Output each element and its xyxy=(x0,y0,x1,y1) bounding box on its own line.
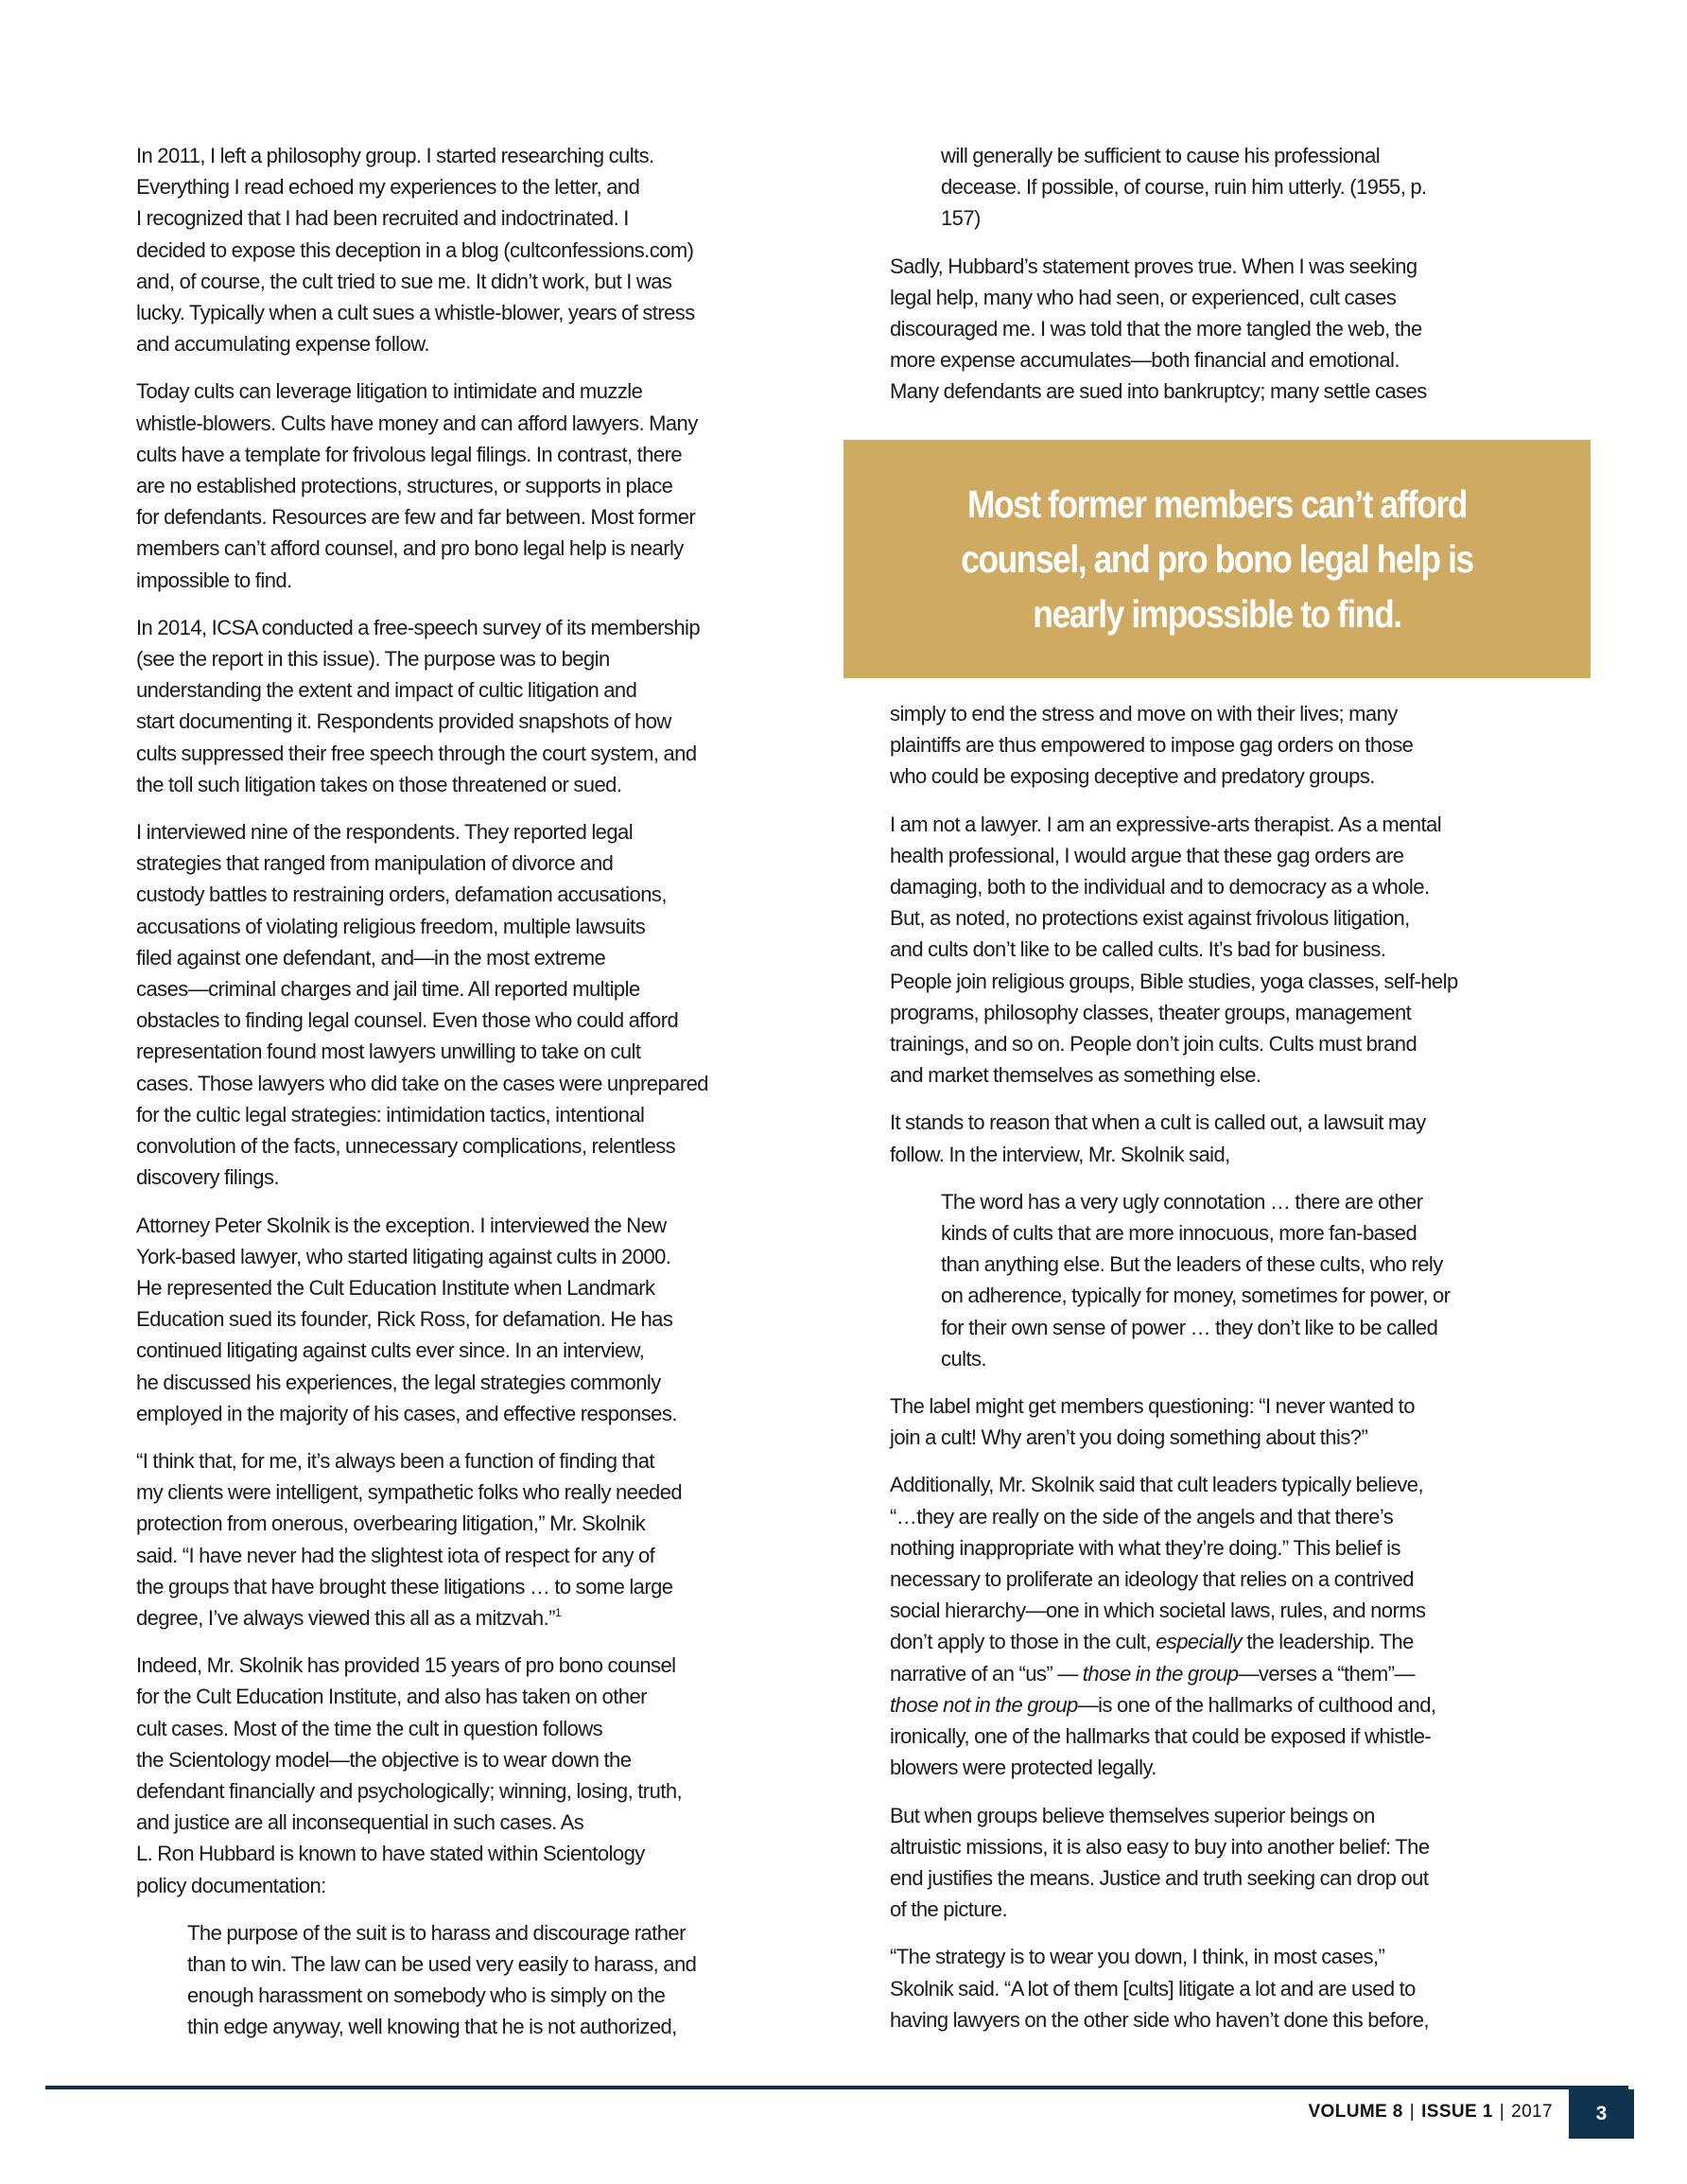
right-column-upper xyxy=(890,140,1580,424)
text-line: York-based lawyer, who started litigating against cults in 2000. xyxy=(136,1244,671,1268)
volume-label: VOLUME 8 xyxy=(1308,2102,1403,2122)
year-label: 2017 xyxy=(1511,2102,1553,2122)
footnote-marker[interactable]: 1 xyxy=(554,1605,562,1619)
text-line: and cults don’t like to be called cults. It’s bad for business. xyxy=(890,937,1386,962)
text-line: my clients were intelligent, sympathetic folks who really needed xyxy=(136,1480,683,1505)
text-line: for their own sense of power … they don’t like to be called xyxy=(941,1315,1438,1339)
text-line: and market themselves as something else. xyxy=(890,1063,1261,1088)
page-number: 3 xyxy=(1569,2089,1634,2139)
text-line: cults suppressed their free speech through the court system, and xyxy=(136,741,697,765)
text-fragment: degree, I’ve always viewed this all as a mitzvah.” xyxy=(136,1605,555,1630)
text-line: whistle-blowers. Cults have money and can afford lawyers. Many xyxy=(136,411,698,435)
paragraph-hubbard-true xyxy=(890,251,1580,408)
text-line: the groups that have brought these litigations … to some large xyxy=(136,1574,673,1599)
text-fragment: the leadership. The xyxy=(1242,1630,1414,1654)
emphasis-text: especially xyxy=(1156,1630,1243,1654)
text-line: defendant financially and psychologically; winning, losing, truth, xyxy=(136,1778,683,1803)
text-line: health professional, I would argue that these gag orders are xyxy=(890,843,1404,867)
text-line: altruistic missions, it is also easy to buy into another belief: The xyxy=(890,1834,1430,1859)
text-line: thin edge anyway, well knowing that he is not authorized, xyxy=(187,2015,677,2039)
text-line: cult cases. Most of the time the cult in question follows xyxy=(136,1716,603,1740)
text-line: discovery filings. xyxy=(136,1165,279,1190)
text-line: filed against one defendant, and—in the most extreme xyxy=(136,945,606,970)
text-line: kinds of cults that are more innocuous, more fan-based xyxy=(941,1221,1417,1246)
paragraph-survey xyxy=(136,612,826,800)
pull-quote-box xyxy=(844,440,1591,678)
text-line: of the picture. xyxy=(890,1897,1008,1922)
text-line: strategies that ranged from manipulation of divorce and xyxy=(136,851,614,876)
paragraph-litigation xyxy=(136,376,826,595)
text-line: “…they are really on the side of the angels and that there’s xyxy=(890,1504,1394,1529)
text-line: enough harassment on somebody who is simply on the xyxy=(187,1983,666,2008)
footer-issue-info xyxy=(1308,2102,1553,2123)
text-line: He represented the Cult Education Institute when Landmark xyxy=(136,1275,655,1300)
text-line: blowers were protected legally. xyxy=(890,1756,1157,1780)
text-line: decease. If possible, of course, ruin him utterly. (1955, p. xyxy=(941,175,1427,200)
left-column xyxy=(136,140,826,2059)
text-line: for the Cult Education Institute, and also has taken on other xyxy=(136,1685,647,1709)
text-line: cases. Those lawyers who did take on the cases were unprepared xyxy=(136,1071,708,1095)
text-line: nothing inappropriate with what they’re doing.” This belief is xyxy=(890,1535,1400,1560)
paragraph-label xyxy=(890,1390,1580,1453)
text-line: who could be exposing deceptive and predatory groups. xyxy=(890,764,1375,789)
paragraph-strategy xyxy=(890,1941,1580,2035)
paragraph-lawsuit xyxy=(890,1107,1580,1169)
text-line: legal help, many who had seen, or experienced, cult cases xyxy=(890,285,1397,309)
text-line: “The strategy is to wear you down, I think, in most cases,” xyxy=(890,1945,1385,1969)
text-line: ironically, one of the hallmarks that could be exposed if whistle- xyxy=(890,1724,1432,1749)
text-line: are no established protections, structures, or supports in place xyxy=(136,474,673,498)
text-line: simply to end the stress and move on with their lives; many xyxy=(890,702,1398,725)
emphasis-text: those not in the group xyxy=(890,1692,1078,1717)
text-line: employed in the majority of his cases, and effective responses. xyxy=(136,1401,677,1425)
issue-label: ISSUE 1 xyxy=(1421,2102,1493,2122)
text-line xyxy=(136,1602,826,1634)
text-line: he discussed his experiences, the legal strategies commonly xyxy=(136,1370,661,1394)
text-line: Everything I read echoed my experiences to the letter, and xyxy=(136,175,640,200)
text-line: continued litigating against cults ever since. In an interview, xyxy=(136,1338,645,1363)
text-line xyxy=(890,1626,1580,1657)
text-line: But, as noted, no protections exist against frivolous litigation, xyxy=(890,906,1410,931)
paragraph-intro xyxy=(136,140,826,359)
text-fragment: —is one of the hallmarks of culthood and, xyxy=(1077,1692,1436,1717)
text-line: social hierarchy—one in which societal laws, rules, and norms xyxy=(890,1599,1426,1623)
separator: | xyxy=(1499,2102,1505,2122)
text-line: 157) xyxy=(941,206,981,231)
text-line: The word has a very ugly connotation … there are other xyxy=(941,1189,1423,1214)
text-line: I recognized that I had been recruited and indoctrinated. I xyxy=(136,206,629,231)
text-line: the Scientology model—the objective is to wear down the xyxy=(136,1747,632,1772)
text-line: on adherence, typically for money, sometimes for power, or xyxy=(941,1284,1451,1308)
text-line: It stands to reason that when a cult is called out, a lawsuit may xyxy=(890,1110,1426,1135)
text-line: lucky. Typically when a cult sues a whistle-blower, years of stress xyxy=(136,301,695,325)
text-line: But when groups believe themselves superior beings on xyxy=(890,1803,1375,1827)
text-line: trainings, and so on. People don’t join cults. Cults must brand xyxy=(890,1032,1417,1057)
paragraph-settle xyxy=(890,698,1580,793)
text-line: The purpose of the suit is to harass and discourage rather xyxy=(187,1920,686,1945)
text-line: having lawyers on the other side who haven’t done this before, xyxy=(890,2007,1429,2032)
text-line: said. “I have never had the slightest iota of respect for any of xyxy=(136,1543,655,1567)
text-line: counsel, and pro bono legal help is xyxy=(961,537,1473,581)
text-line: Many defendants are sued into bankruptcy; many settle cases xyxy=(890,379,1427,404)
text-line: People join religious groups, Bible studies, yoga classes, self-help xyxy=(890,969,1458,993)
skolnik-blockquote xyxy=(890,1186,1580,1374)
text-line: (see the report in this issue). The purpose was to begin xyxy=(136,647,610,672)
text-line: “I think that, for me, it’s always been a function of finding that xyxy=(136,1448,654,1473)
text-line: Sadly, Hubbard’s statement proves true. When I was seeking xyxy=(890,253,1417,278)
text-line: Skolnik said. “A lot of them [cults] litigate a lot and are used to xyxy=(890,1976,1416,2001)
text-line xyxy=(890,1658,1580,1689)
text-fragment: narrative of an “us” — xyxy=(890,1661,1083,1686)
text-line: convolution of the facts, unnecessary complications, relentless xyxy=(136,1134,676,1159)
separator: | xyxy=(1409,2102,1416,2122)
text-line: Additionally, Mr. Skolnik said that cult leaders typically believe, xyxy=(890,1473,1424,1497)
text-line: programs, philosophy classes, theater groups, management xyxy=(890,1000,1412,1024)
text-fragment: don’t apply to those in the cult, xyxy=(890,1630,1157,1654)
text-line: damaging, both to the individual and to democracy as a whole. xyxy=(890,875,1430,900)
text-line xyxy=(890,1689,1580,1721)
text-line: Today cults can leverage litigation to intimidate and muzzle xyxy=(136,379,643,404)
text-line: Indeed, Mr. Skolnik has provided 15 years of pro bono counsel xyxy=(136,1653,676,1678)
text-line: I interviewed nine of the respondents. They reported legal xyxy=(136,820,634,845)
text-line: accusations of violating religious freedom, multiple lawsuits xyxy=(136,914,646,938)
text-line: than anything else. But the leaders of these cults, who rely xyxy=(941,1252,1443,1277)
paragraph-therapist xyxy=(890,809,1580,1092)
text-line: than to win. The law can be used very easily to harass, and xyxy=(187,1951,697,1976)
text-line: join a cult! Why aren’t you doing something about this?” xyxy=(890,1425,1368,1450)
text-fragment: —verses a “them”— xyxy=(1238,1661,1415,1686)
footer-rule xyxy=(45,2086,1628,2089)
text-line: impossible to find. xyxy=(136,568,292,592)
paragraph-pro-bono xyxy=(136,1650,826,1901)
text-line: I am not a lawyer. I am an expressive-arts therapist. As a mental xyxy=(890,812,1442,836)
text-line: end justifies the means. Justice and truth seeking can drop out xyxy=(890,1865,1429,1890)
text-line: custody battles to restraining orders, defamation accusations, xyxy=(136,882,667,907)
pull-quote-text xyxy=(936,477,1497,641)
text-line: plaintiffs are thus empowered to impose gag orders on those xyxy=(890,733,1414,758)
paragraph-skolnik-quote xyxy=(136,1445,826,1634)
text-line: policy documentation: xyxy=(136,1873,326,1897)
hubbard-blockquote xyxy=(136,1917,826,2043)
text-line: obstacles to finding legal counsel. Even those who could afford xyxy=(136,1008,679,1033)
text-line: and justice are all inconsequential in such cases. As xyxy=(136,1810,584,1835)
text-line: cults. xyxy=(941,1346,987,1371)
text-line: The label might get members questioning: “I never wanted to xyxy=(890,1394,1415,1419)
text-line: more expense accumulates—both financial and emotional. xyxy=(890,348,1400,373)
text-line: members can’t afford counsel, and pro bono legal help is nearly xyxy=(136,536,684,561)
text-line: for defendants. Resources are few and far between. Most former xyxy=(136,505,696,530)
text-line: discouraged me. I was told that the more tangled the web, the xyxy=(890,317,1422,341)
text-line: representation found most lawyers unwilling to take on cult xyxy=(136,1040,641,1064)
text-line: will generally be sufficient to cause his professional xyxy=(941,144,1381,167)
text-line: understanding the extent and impact of cultic litigation and xyxy=(136,678,637,703)
text-line: Most former members can’t afford xyxy=(966,482,1468,526)
text-line: start documenting it. Respondents provided snapshots of how xyxy=(136,709,671,734)
text-line: Attorney Peter Skolnik is the exception. I interviewed the New xyxy=(136,1213,667,1237)
text-line: follow. In the interview, Mr. Skolnik said, xyxy=(890,1142,1230,1166)
paragraph-interviews xyxy=(136,816,826,1193)
text-line: and accumulating expense follow. xyxy=(136,332,429,357)
hubbard-blockquote-continued xyxy=(890,140,1580,235)
text-line: protection from onerous, overbearing litigation,” Mr. Skolnik xyxy=(136,1511,646,1536)
text-line: nearly impossible to find. xyxy=(1033,592,1401,636)
text-line: decided to expose this deception in a blog (cultconfessions.com) xyxy=(136,237,694,262)
text-line: cults have a template for frivolous legal filings. In contrast, there xyxy=(136,442,683,466)
text-line: and, of course, the cult tried to sue me. It didn’t work, but I was xyxy=(136,269,672,293)
text-line: necessary to proliferate an ideology that relies on a contrived xyxy=(890,1567,1414,1592)
text-line: the toll such litigation takes on those threatened or sued. xyxy=(136,772,622,796)
text-line: L. Ron Hubbard is known to have stated within Scientology xyxy=(136,1842,645,1866)
text-line: for the cultic legal strategies: intimidation tactics, intentional xyxy=(136,1102,645,1127)
paragraph-skolnik-intro xyxy=(136,1210,826,1429)
text-line: In 2014, ICSA conducted a free-speech survey of its membership xyxy=(136,615,701,639)
right-column-lower xyxy=(890,698,1580,2052)
emphasis-text: those in the group xyxy=(1082,1661,1239,1686)
text-line: In 2011, I left a philosophy group. I started researching cults. xyxy=(136,144,654,167)
paragraph-superior xyxy=(890,1800,1580,1926)
text-line: Education sued its founder, Rick Ross, for defamation. He has xyxy=(136,1307,673,1332)
paragraph-angels xyxy=(890,1469,1580,1783)
text-line: cases—criminal charges and jail time. All reported multiple xyxy=(136,977,640,1002)
